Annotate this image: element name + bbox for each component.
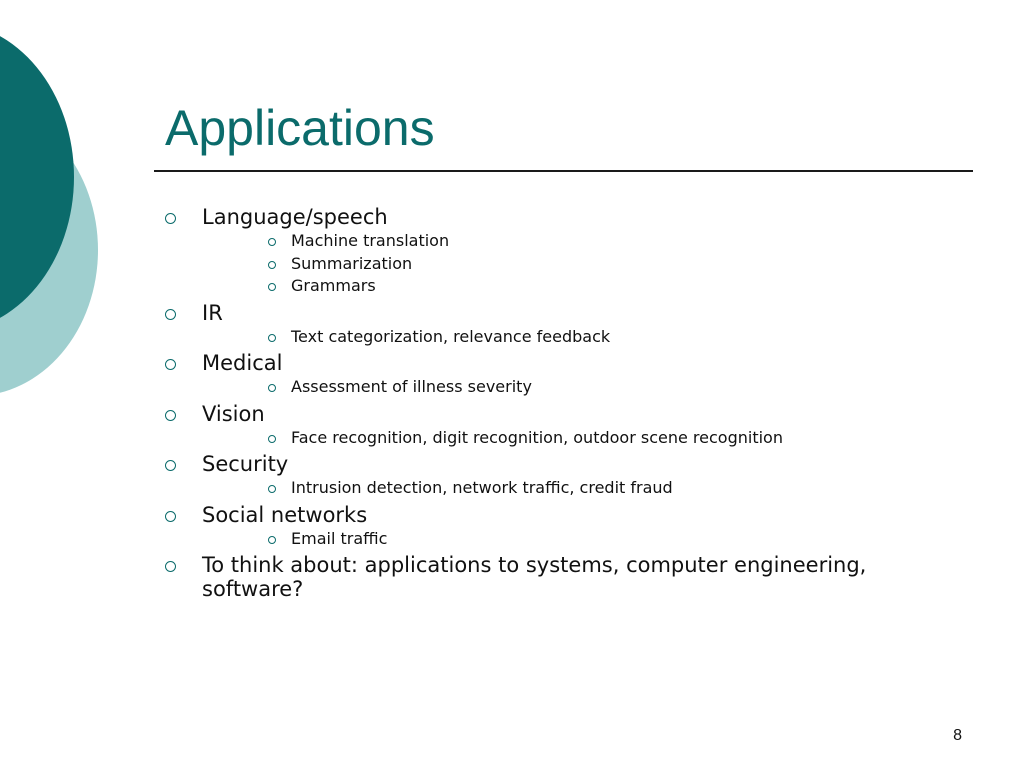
bullet-text: Social networks <box>202 502 368 527</box>
hollow-circle-sub-bullet-icon <box>268 435 276 443</box>
hollow-circle-sub-bullet-icon <box>268 334 276 342</box>
bullet-item <box>161 452 881 476</box>
bullet-text: To think about: applications to systems, computer engineering, software? <box>202 553 867 601</box>
bullet-item <box>161 205 881 229</box>
bullet-item <box>161 301 881 325</box>
sub-bullet-item <box>161 253 881 276</box>
bullet-item <box>161 351 881 375</box>
hollow-circle-bullet-icon <box>165 359 176 370</box>
sub-bullet-item <box>161 376 881 399</box>
sub-bullet-text: Assessment of illness severity <box>291 377 532 396</box>
hollow-circle-sub-bullet-icon <box>268 238 276 246</box>
bullet-item <box>161 402 881 426</box>
hollow-circle-bullet-icon <box>165 213 176 224</box>
bullet-text: Vision <box>202 401 265 426</box>
bullet-text: IR <box>202 300 223 325</box>
bullet-item <box>161 503 881 527</box>
hollow-circle-bullet-icon <box>165 460 176 471</box>
sub-bullet-text: Face recognition, digit recognition, outdoor scene recognition <box>291 427 783 447</box>
hollow-circle-sub-bullet-icon <box>268 261 276 269</box>
sub-bullet-list <box>161 477 881 500</box>
title-divider <box>154 170 973 172</box>
sub-bullet-item <box>161 230 881 253</box>
hollow-circle-bullet-icon <box>165 511 176 522</box>
sub-bullet-text: Machine translation <box>291 231 450 250</box>
sub-bullet-item <box>161 528 881 551</box>
sub-bullet-list <box>161 230 881 298</box>
hollow-circle-bullet-icon <box>165 561 176 572</box>
sub-bullet-text: Text categorization, relevance feedback <box>291 326 611 346</box>
bullet-text: Medical <box>202 351 283 375</box>
sub-bullet-text: Email traffic <box>291 528 388 548</box>
sub-bullet-text: Grammars <box>291 276 376 295</box>
sub-bullet-item <box>161 275 881 298</box>
hollow-circle-sub-bullet-icon <box>268 536 276 544</box>
sub-bullet-item <box>161 477 881 500</box>
sub-bullet-text: Summarization <box>291 253 413 273</box>
bullet-text: Security <box>202 452 289 476</box>
sub-bullet-list <box>161 528 881 551</box>
slide-title: Applications <box>165 100 435 156</box>
bullet-item <box>161 553 881 601</box>
hollow-circle-sub-bullet-icon <box>268 283 276 291</box>
sub-bullet-item <box>161 427 881 450</box>
bullet-list <box>161 205 881 601</box>
hollow-circle-sub-bullet-icon <box>268 384 276 392</box>
hollow-circle-bullet-icon <box>165 410 176 421</box>
sub-bullet-item <box>161 326 881 349</box>
sub-bullet-list <box>161 427 881 450</box>
hollow-circle-bullet-icon <box>165 309 176 320</box>
hollow-circle-sub-bullet-icon <box>268 485 276 493</box>
sub-bullet-list <box>161 326 881 349</box>
sub-bullet-text: Intrusion detection, network traffic, credit fraud <box>291 478 673 497</box>
bullet-text: Language/speech <box>202 205 388 229</box>
sub-bullet-list <box>161 376 881 399</box>
page-number: 8 <box>953 727 962 744</box>
